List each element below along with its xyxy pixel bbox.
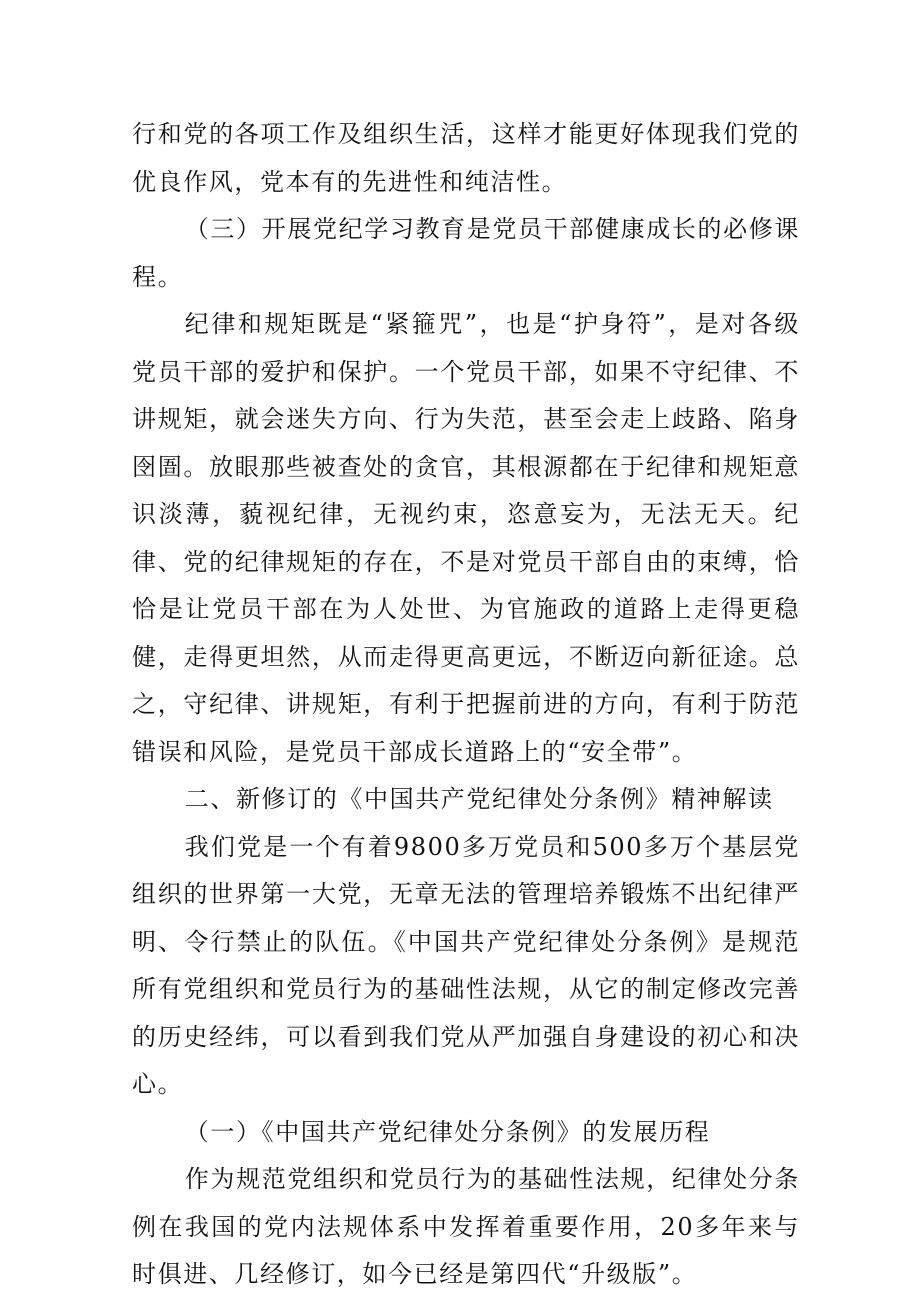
document-body <box>132 111 800 1299</box>
paragraph-regulation-history: 作为规范党组织和党员行为的基础性法规，纪律处分条例在我国的党内法规体系中发挥着重要作用，20多年来与时俱进、几经修订，如今已经是第四代“升级版”。 <box>132 1165 800 1288</box>
paragraph-party-scale: 我们党是一个有着9800多万党员和500多万个基层党组织的世界第一大党，无章无法的管理培养锻炼不出纪律严明、令行禁止的队伍。《中国共产党纪律处分条例》是规范所有党组织和党员行为的基础性法规，从它的制定修改完善的历史经纬，可以看到我们党从严加强自身建设的初心和决心。 <box>132 832 800 1098</box>
subsection-heading-1: （一）《中国共产党纪律处分条例》的发展历程 <box>184 1117 711 1146</box>
section-heading-2: 二、新修订的《中国共产党纪律处分条例》精神解读 <box>184 785 774 813</box>
paragraph-continuation: 行和党的各项工作及组织生活，这样才能更好体现我们党的优良作风，党本有的先进性和纯洁性。 <box>132 120 800 196</box>
section-heading-3: （三）开展党纪学习教育是党员干部健康成长的必修课程。 <box>132 215 800 291</box>
paragraph-discipline-rules: 纪律和规矩既是“紧箍咒”，也是“护身符”，是对各级党员干部的爱护和保护。一个党员干部，如果不守纪律、不讲规矩，就会迷失方向、行为失范，甚至会走上歧路、陷身囹圄。放眼那些被查处的贪官，其根源都在于纪律和规矩意识淡薄，藐视纪律，无视约束，恣意妄为，无法无天。纪律、党的纪律规矩的存在，不是对党员干部自由的束缚，恰恰是让党员干部在为人处世、为官施政的道路上走得更稳健，走得更坦然，从而走得更高更远，不断迈向新征途。总之，守纪律、讲规矩，有利于把握前进的方向，有利于防范错误和风险，是党员干部成长道路上的“安全带”。 <box>132 310 800 766</box>
